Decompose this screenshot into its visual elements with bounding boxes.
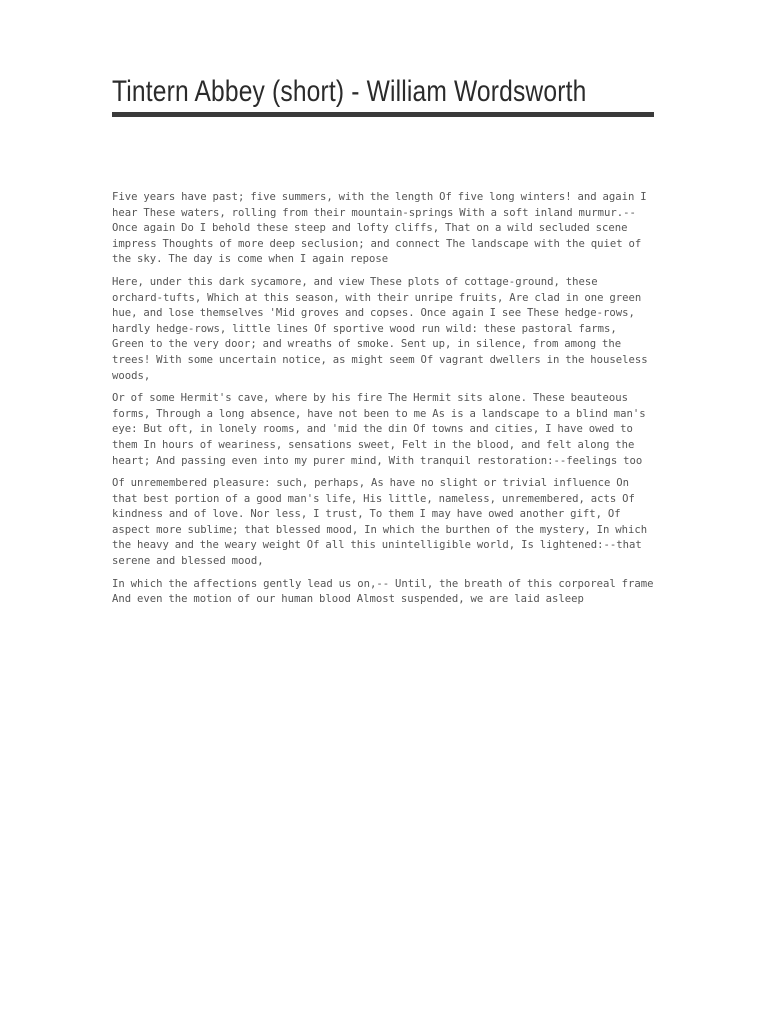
stanza-4: Of unremembered pleasure: such, perhaps, As have no slight or trivial influence On that best portion of a good man's life, His little, nameless, unremembered, acts Of kindness and of love. Nor less, I trust, To them I may have owed another gift, Of aspect more sublime; that blessed mood, In which the burthen of the mystery, In which the heavy and the weary weight Of all this unintelligible world, Is lightened:--that serene and blessed mood,: [112, 477, 648, 568]
poem-body: [112, 190, 654, 615]
stanza-3: Or of some Hermit's cave, where by his fire The Hermit sits alone. These beauteous forms, Through a long absence, have not been to me As is a landscape to a blind man's eye: But oft, in lonely rooms, and 'mid the din Of towns and cities, I have owed to them In hours of weariness, sensations sweet, Felt in the blood, and felt along the heart; And passing even into my purer mind, With tranquil restoration:--feelings too: [112, 392, 646, 467]
stanza-1: Five years have past; five summers, with the length Of five long winters! and again I hear These waters, rolling from their mountain-springs With a soft inland murmur.--Once again Do I behold these steep and lofty cliffs, That on a wild secluded scene impress Thoughts of more deep seclusion; and connect The landscape with the quiet of the sky. The day is come when I again repose: [112, 191, 647, 266]
stanza-2: Here, under this dark sycamore, and view These plots of cottage-ground, these orchard-tufts, Which at this season, with their unripe fruits, Are clad in one green hue, and lose themselves 'Mid groves and copses. Once again I see These hedge-rows, hardly hedge-rows, little lines Of sportive wood run wild: these pastoral farms, Green to the very door; and wreaths of smoke. Sent up, in silence, from among the trees! With some uncertain notice, as might seem Of vagrant dwellers in the houseless woods,: [112, 275, 648, 382]
page-title: Tintern Abbey (short) - William Wordsworth: [112, 75, 587, 108]
title-underline: [112, 112, 654, 117]
stanza-5: In which the affections gently lead us on,-- Until, the breath of this corporeal frame And even the motion of our human blood Almost suspended, we are laid asleep: [112, 577, 654, 606]
